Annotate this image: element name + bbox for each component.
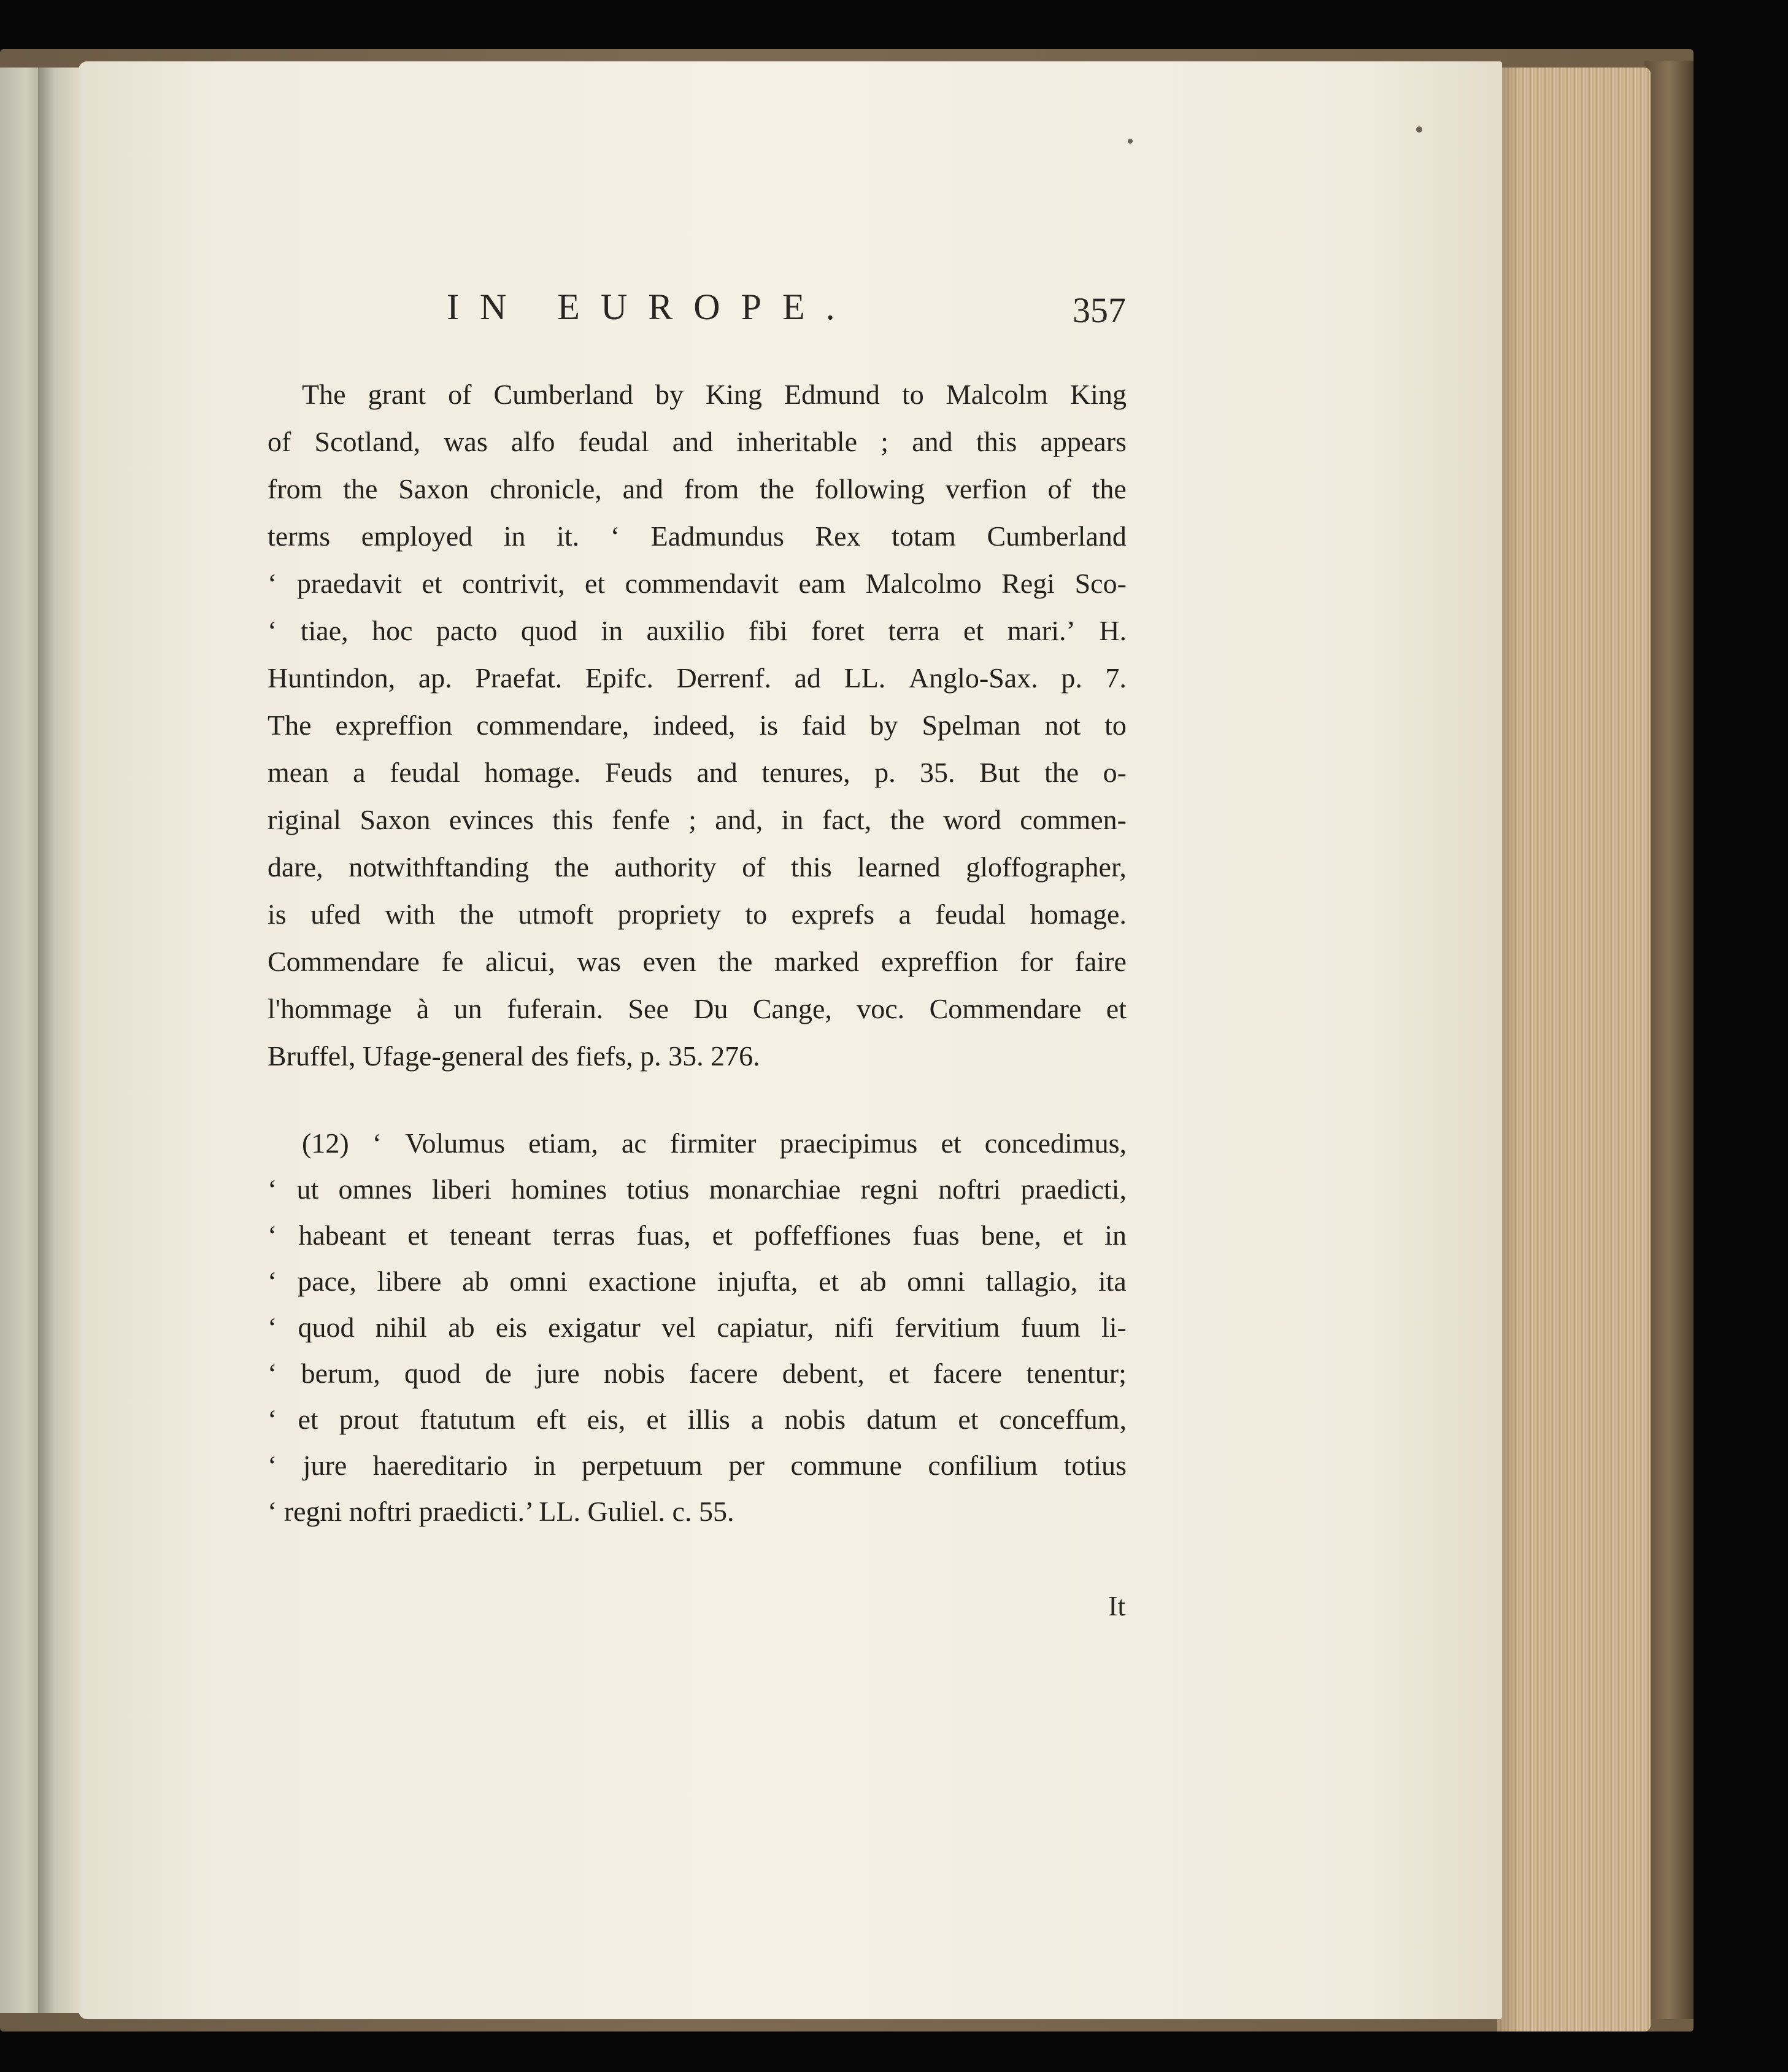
text-line: l'hommage à un fuferain. See Du Cange, voc. Commendare et [268, 993, 1127, 1024]
running-head: IN EUROPE. [447, 287, 856, 327]
text-line: riginal Saxon evinces this fenfe ; and, in fact, the word commen- [268, 804, 1127, 835]
text-line: ‘ quod nihil ab eis exigatur vel capiatur, nifi fervitium fuum li- [268, 1312, 1127, 1343]
spot-mark [1128, 139, 1133, 144]
text-line: ‘ tiae, hoc pacto quod in auxilio fibi foret terra et mari.’ H. [268, 615, 1127, 646]
text-line: ‘ et prout ftatutum eft eis, et illis a nobis datum et conceffum, [268, 1404, 1127, 1435]
text-line: ‘ jure haereditario in perpetuum per commune confilium totius [268, 1450, 1127, 1481]
text-line: Commendare fe alicui, was even the marked expreffion for faire [268, 946, 1127, 977]
text-line: from the Saxon chronicle, and from the following verfion of the [268, 473, 1127, 504]
text-line: The expreffion commendare, indeed, is faid by Spelman not to [268, 709, 1127, 741]
text-line: terms employed in it. ‘ Eadmundus Rex totam Cumberland [268, 520, 1127, 552]
catchword: It [1108, 1590, 1126, 1622]
text-line: ‘ pace, libere ab omni exactione injufta, et ab omni tallagio, ita [268, 1266, 1127, 1297]
text-line: ‘ regni noftri praedicti.’ LL. Guliel. c. 55. [268, 1496, 734, 1527]
text-line: (12) ‘ Volumus etiam, ac firmiter praecipimus et concedimus, [302, 1127, 1127, 1159]
text-line: mean a feudal homage. Feuds and tenures, p. 35. But the o- [268, 757, 1127, 788]
text-line: of Scotland, was alfo feudal and inheritable ; and this appears [268, 426, 1127, 457]
text-line: dare, notwithftanding the authority of this learned gloffographer, [268, 851, 1127, 883]
text-line: is ufed with the utmoft propriety to exprefs a feudal homage. [268, 899, 1127, 930]
text-line: The grant of Cumberland by King Edmund to Malcolm King [302, 379, 1127, 410]
text-line: Bruffel, Ufage-general des fiefs, p. 35. 276. [268, 1040, 760, 1072]
text-line: ‘ ut omnes liberi homines totius monarchiae regni noftri praedicti, [268, 1173, 1127, 1205]
spot-mark [1416, 126, 1422, 133]
text-line: ‘ habeant et teneant terras fuas, et poffeffiones fuas bene, et in [268, 1220, 1127, 1251]
book-gutter [38, 68, 81, 2013]
left-page-edge [0, 68, 43, 2013]
page-number: 357 [1073, 290, 1126, 330]
text-line: Huntindon, ap. Praefat. Epifc. Derrenf. ad LL. Anglo-Sax. p. 7. [268, 662, 1127, 694]
text-line: ‘ praedavit et contrivit, et commendavit eam Malcolmo Regi Sco- [268, 568, 1127, 599]
book-cover-edge [1644, 61, 1694, 2019]
text-line: ‘ berum, quod de jure nobis facere debent, et facere tenentur; [268, 1358, 1127, 1389]
